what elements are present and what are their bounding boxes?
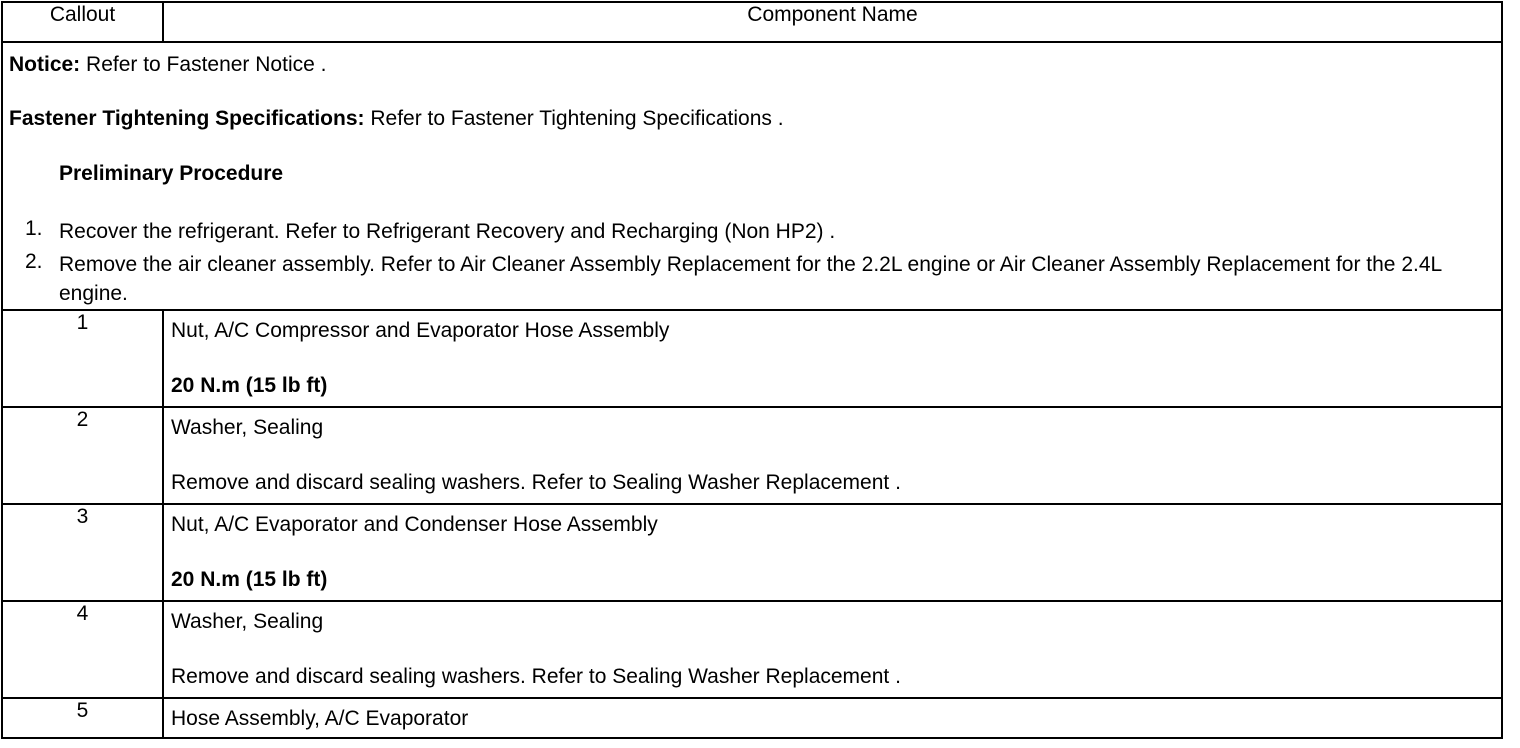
step-text: Recover the refrigerant. Refer to Refrigerant Recovery and Recharging (Non HP2) . xyxy=(59,220,836,243)
component-cell xyxy=(163,601,1502,698)
component-name: Hose Assembly, A/C Evaporator xyxy=(171,707,469,730)
spec-text: Refer to Fastener Tightening Specifications . xyxy=(364,107,784,130)
table-row xyxy=(2,601,1502,698)
spec-label: Fastener Tightening Specifications: xyxy=(9,107,365,130)
step-number: 2. xyxy=(25,250,43,273)
component-name: Nut, A/C Evaporator and Condenser Hose Assembly xyxy=(171,513,658,536)
preamble-row xyxy=(2,42,1502,310)
callout-number: 3 xyxy=(2,504,163,601)
component-cell xyxy=(163,407,1502,504)
table-header-row xyxy=(2,2,1502,42)
table-row xyxy=(2,698,1502,738)
spec-line xyxy=(9,107,784,131)
component-name: Nut, A/C Compressor and Evaporator Hose Assembly xyxy=(171,319,670,342)
notice-label: Notice: xyxy=(9,53,81,76)
callout-number: 2 xyxy=(2,407,163,504)
callout-number: 4 xyxy=(2,601,163,698)
step-number: 1. xyxy=(25,217,43,240)
procedure-title: Preliminary Procedure xyxy=(59,162,284,185)
table-row xyxy=(2,310,1502,407)
table-row xyxy=(2,504,1502,601)
torque-spec: 20 N.m (15 lb ft) xyxy=(171,568,328,591)
component-note: Remove and discard sealing washers. Refer to Sealing Washer Replacement . xyxy=(171,665,901,688)
callout-number: 5 xyxy=(2,698,163,738)
table-row xyxy=(2,407,1502,504)
header-component-name: Component Name xyxy=(163,2,1502,42)
torque-spec: 20 N.m (15 lb ft) xyxy=(171,374,328,397)
component-name: Washer, Sealing xyxy=(171,610,324,633)
component-name: Washer, Sealing xyxy=(171,416,324,439)
preamble-cell xyxy=(2,42,1502,310)
component-cell xyxy=(163,310,1502,407)
step-text: Remove the air cleaner assembly. Refer to Air Cleaner Assembly Replacement for the 2.2L engine or Air Cleaner Assembly Replacement for the 2.4L engine. xyxy=(59,253,1442,305)
notice-line xyxy=(9,53,326,77)
component-cell xyxy=(163,698,1502,738)
header-callout: Callout xyxy=(2,2,163,42)
callout-number: 1 xyxy=(2,310,163,407)
component-note: Remove and discard sealing washers. Refer to Sealing Washer Replacement . xyxy=(171,471,901,494)
notice-text: Refer to Fastener Notice . xyxy=(80,53,327,76)
component-cell xyxy=(163,504,1502,601)
component-table xyxy=(1,1,1503,739)
